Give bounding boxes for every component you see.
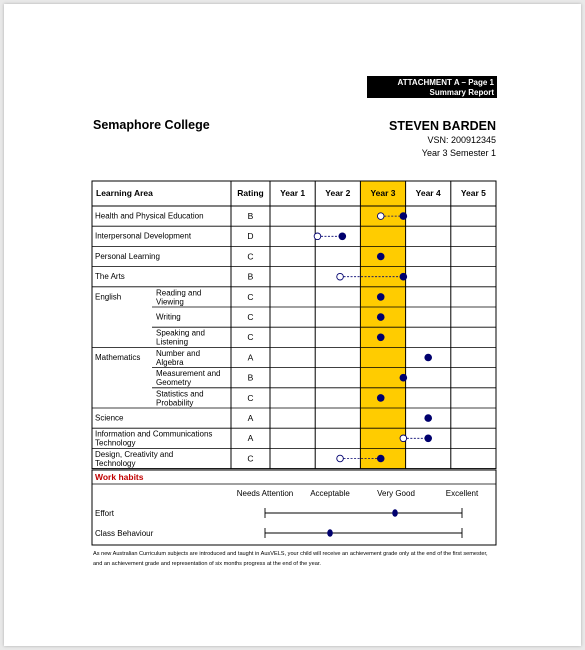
learning-area-label: Technology (95, 458, 136, 468)
sub-area-label: Reading and (156, 288, 202, 298)
scale-label: Needs Attention (236, 489, 294, 498)
current-marker (377, 394, 385, 402)
header-learning-area: Learning Area (96, 188, 153, 198)
learning-area-label: Interpersonal Development (95, 231, 192, 241)
work-habit-label: Effort (95, 509, 114, 518)
learning-area-label: Design, Creativity and (95, 449, 174, 459)
learning-area-label: Science (95, 413, 124, 423)
current-marker (377, 313, 385, 321)
learning-area-label: Health and Physical Education (95, 211, 204, 221)
sub-area-label: Algebra (156, 357, 184, 367)
learning-area-label: Information and Communications (95, 429, 213, 439)
current-marker (377, 253, 385, 261)
sub-area-label: Geometry (156, 378, 192, 388)
scale-label: Excellent (445, 489, 479, 498)
header-year: Year 5 (460, 188, 486, 198)
student-name: STEVEN BARDEN (389, 119, 496, 133)
scale-label: Very Good (377, 489, 415, 498)
learning-area-label: Mathematics (95, 352, 141, 362)
header-year: Year 1 (280, 188, 306, 198)
habit-level-marker (327, 529, 333, 537)
start-marker (400, 435, 407, 442)
student-vsn: VSN: 200912345 (427, 135, 496, 145)
rating-value: C (247, 453, 254, 464)
start-marker (337, 273, 344, 280)
start-marker (377, 213, 384, 220)
rating-value: B (247, 271, 254, 282)
rating-value: C (247, 332, 254, 343)
school-name: Semaphore College (93, 118, 210, 132)
rating-value: D (247, 231, 254, 242)
rating-value: A (247, 433, 254, 444)
rating-value: C (247, 291, 254, 302)
current-marker (377, 334, 385, 342)
header-rating: Rating (237, 188, 264, 198)
rating-value: C (247, 392, 254, 403)
rating-value: B (247, 372, 254, 383)
start-marker (314, 233, 321, 240)
current-marker (424, 435, 432, 443)
current-marker (339, 233, 347, 241)
start-marker (337, 455, 344, 462)
current-marker (424, 414, 432, 422)
sub-area-label: Writing (156, 312, 181, 322)
header-year: Year 2 (325, 188, 351, 198)
rating-value: C (247, 312, 254, 322)
sub-area-label: Viewing (156, 297, 184, 307)
rating-value: A (247, 413, 254, 423)
current-marker (400, 273, 408, 281)
attachment-line-1: ATTACHMENT A – Page 1 (397, 78, 494, 87)
scale-label: Acceptable (310, 489, 350, 498)
rating-value: B (247, 211, 254, 221)
sub-area-label: Measurement and (156, 369, 221, 379)
current-marker (400, 212, 408, 220)
habit-level-marker (392, 509, 398, 517)
learning-area-label: Personal Learning (95, 251, 160, 261)
header-year: Year 3 (370, 188, 396, 198)
sub-area-label: Number and (156, 348, 201, 358)
current-marker (377, 293, 385, 301)
student-period: Year 3 Semester 1 (421, 148, 496, 158)
sub-area-label: Listening (156, 337, 189, 347)
learning-area-label: The Arts (95, 272, 125, 282)
footnote: As new Australian Curriculum subjects are introduced and taught in AusVELS, your child will receive an achievement grade only at the end of the first semester, and an achievement grade and representation of six months progress at the end of the year. (93, 551, 488, 567)
work-habits-title: Work habits (95, 472, 144, 482)
current-marker (377, 455, 385, 463)
rating-value: A (247, 352, 254, 363)
header-year: Year 4 (415, 188, 441, 198)
current-marker (400, 374, 408, 382)
rating-value: C (247, 251, 254, 262)
sub-area-label: Probability (156, 398, 194, 408)
sub-area-label: Statistics and (156, 389, 204, 399)
table-border (92, 181, 496, 469)
sub-area-label: Speaking and (156, 328, 205, 338)
attachment-line-2: Summary Report (429, 88, 494, 97)
work-habit-label: Class Behaviour (95, 529, 154, 538)
learning-area-label: Technology (95, 438, 136, 448)
current-marker (424, 354, 432, 362)
current-year-highlight (360, 181, 405, 469)
learning-area-label: English (95, 292, 122, 302)
